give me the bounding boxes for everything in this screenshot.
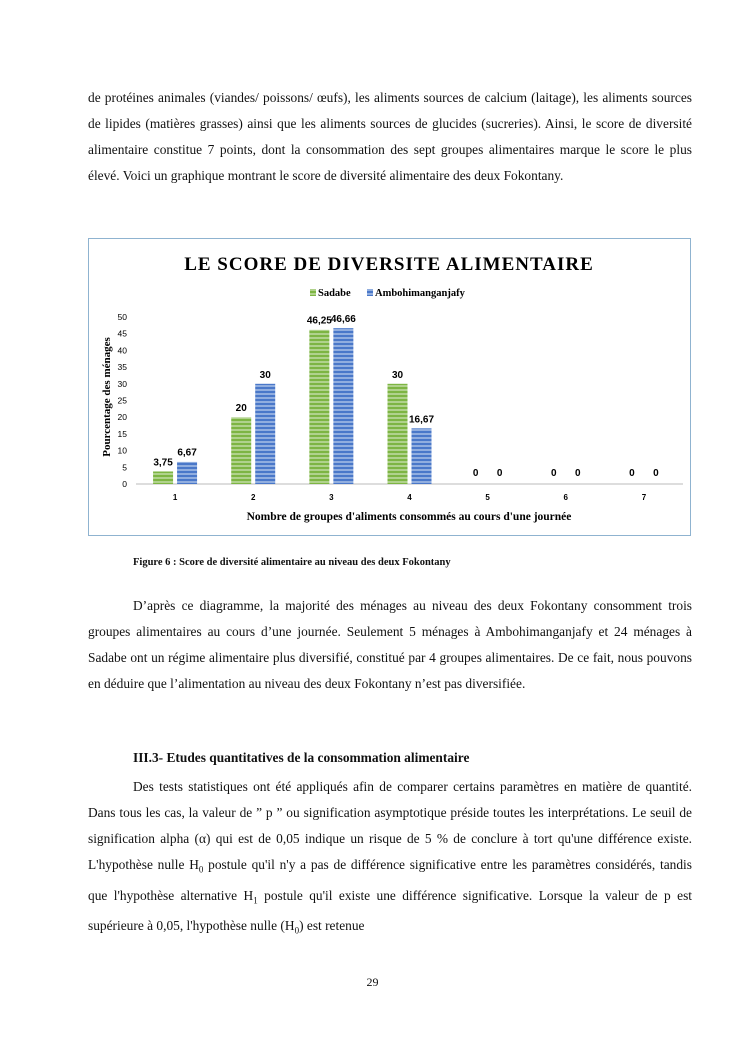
x-tick-label: 5 [485,493,490,502]
data-label: 16,67 [408,414,435,426]
subscript: 1 [253,895,258,906]
paragraph-statistics [88,774,692,944]
text-segment: ) est retenue [299,918,365,934]
y-tick-label: 5 [122,462,127,473]
paragraph-intro: de protéines animales (viandes/ poissons/ œufs), les aliments sources de calcium (laitage), les aliments sources de lipides (matières grasses) ainsi que les aliments sources de glucides (sucreries). Ainsi, le score de diversité alimentaire constitue 7 points, dont la consommation des sept groupes alimentaires marque le score le plus élevé. Voici un graphique montrant le score de diversité alimentaire des deux Fokontany. [88,90,692,183]
data-label: 3,75 [153,457,173,469]
data-label: 0 [496,468,503,479]
data-label: 0 [551,468,557,479]
bar-ambohimanganjafy [255,384,275,484]
legend-swatch-sadabe [310,289,316,296]
data-label: 20 [235,403,247,415]
x-tick-label: 4 [407,493,412,502]
data-label: 46,25 [306,315,332,327]
y-tick-label: 35 [117,362,127,373]
data-label: 0 [629,468,635,479]
y-tick-label: 50 [117,312,127,322]
bar-ambohimanganjafy [412,428,432,484]
data-label: 0 [653,468,659,479]
x-tick-label: 3 [329,493,334,502]
bar-sadabe [231,417,251,484]
legend-swatch-ambohimanganjafy [367,289,373,296]
data-label: 46,66 [330,314,356,326]
subscript: 0 [198,864,204,875]
bar-ambohimanganjafy [333,328,353,484]
legend-label-sadabe: Sadabe [318,288,351,299]
chart-title: LE SCORE DE DIVERSITE ALIMENTAIRE [184,254,594,275]
y-tick-label: 10 [117,445,127,456]
data-label: 0 [575,468,581,479]
figure-caption: Figure 6 : Score de diversité alimentaire au niveau des deux Fokontany [133,557,451,568]
paragraph-analysis: D’après ce diagramme, la majorité des ménages au niveau des deux Fokontany consomment trois groupes alimentaires au cours d’une journée. Seulement 5 ménages à Ambohimanganjafy et 24 ménages à Sadabe ont un régime alimentaire plus diversifié, constitué par 4 groupes alimentaires. De ce fait, nous pouvons en déduire que l’alimentation au niveau des deux Fokontany n’est pas diversifiée. [88,598,692,691]
y-tick-label: 40 [117,345,127,356]
x-tick-label: 2 [250,493,256,502]
data-label: 30 [259,369,271,381]
chart-container [88,238,691,536]
page-number: 29 [366,975,379,989]
x-tick-label: 7 [641,493,647,502]
data-label: 0 [472,468,479,479]
y-tick-label: 20 [117,412,127,423]
subscript: 0 [294,926,300,937]
text-segment: Des tests statistiques ont été appliqués afin de comparer certains paramètres en matière de quantité. Dans tous les cas, la valeur de ˮ p ˮ ou signification asymptotique préside toutes les interprétations. Le seuil de signification alpha (α) qui est de 0,05 indique un risque de 5 % de conclure à tort qu'une différence existe. L'hypothèse nulle H [88,779,692,872]
data-label: 6,67 [177,447,197,459]
x-axis-label: Nombre de groupes d'aliments consommés au cours d'une journée [246,511,572,523]
y-axis-label: Pourcentage des ménages [101,337,113,457]
bar-sadabe [309,330,329,484]
y-tick-label: 45 [117,328,127,339]
y-tick-label: 0 [122,479,127,489]
bar-sadabe [388,384,408,484]
text-segment: postule qu'il n'y a pas de différence significative entre les paramètres considérés, tandis que l'hypothèse alternative H [88,857,692,903]
text-segment: postule qu'il existe une différence significative. Lorsque la valeur de p est supérieure à 0,05, l'hypothèse nulle (H [88,887,692,934]
y-tick-label: 15 [117,428,127,439]
legend-label-ambohimanganjafy: Ambohimanganjafy [375,288,465,299]
bar-ambohimanganjafy [177,462,197,484]
data-label: 30 [391,369,404,381]
bar-chart [89,239,690,535]
bar-sadabe [153,471,173,484]
x-tick-label: 1 [172,493,178,502]
x-tick-label: 6 [563,493,569,502]
section-heading: III.3- Etudes quantitatives de la consommation alimentaire [133,750,470,765]
y-tick-label: 25 [117,395,127,406]
y-tick-label: 30 [117,378,127,389]
